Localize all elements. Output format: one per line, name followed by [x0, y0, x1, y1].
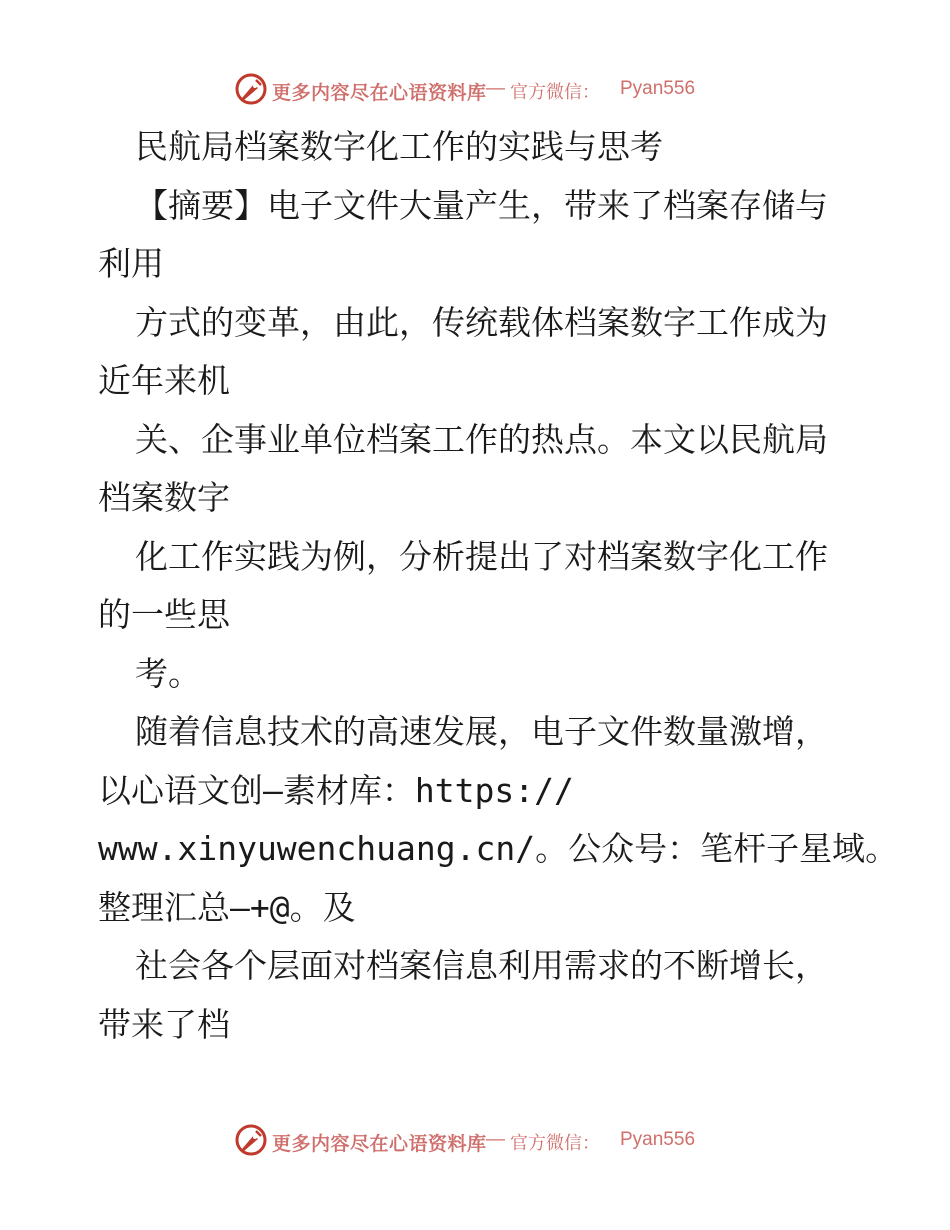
text-line: 利用 [98, 244, 164, 283]
banner-site-text: 更多内容尽在心语资料库 [272, 1133, 487, 1155]
pen-nib-logo-icon [234, 72, 268, 106]
text-line: 带来了档 [98, 1005, 230, 1044]
banner-wechat-label: 官方微信： [510, 82, 600, 103]
footer-banner [0, 1121, 950, 1161]
text-line: 社会各个层面对档案信息利用需求的不断增长， [135, 946, 828, 985]
text-line: 档案数字 [98, 478, 230, 517]
text-line: www.xinyuwenchuang.cn/。公众号：笔杆子星域。 [98, 829, 899, 868]
text-line: 以心语文创—素材库：https:// [98, 771, 574, 810]
banner-wechat-id: Pyan556 [620, 1129, 696, 1150]
banner-dash: — [486, 78, 505, 99]
banner-dash: — [486, 1129, 505, 1150]
text-line: 考。 [135, 654, 201, 693]
pen-nib-logo-icon [234, 1123, 268, 1157]
text-line: 近年来机 [98, 361, 230, 400]
text-line: 随着信息技术的高速发展，电子文件数量激增， [135, 712, 828, 751]
text-line: 化工作实践为例，分析提出了对档案数字化工作 [135, 537, 828, 576]
text-line: 方式的变革，由此，传统载体档案数字工作成为 [135, 303, 828, 342]
banner-wechat-id: Pyan556 [620, 78, 696, 99]
document-title: 民航局档案数字化工作的实践与思考 [135, 127, 663, 166]
banner-wechat-label: 官方微信： [510, 1133, 600, 1154]
header-banner [0, 70, 950, 110]
text-line: 【摘要】电子文件大量产生，带来了档案存储与 [135, 186, 828, 225]
banner-site-text: 更多内容尽在心语资料库 [272, 82, 487, 104]
text-line: 关、企事业单位档案工作的热点。本文以民航局 [135, 420, 828, 459]
text-line: 整理汇总—+@。及 [98, 888, 356, 927]
text-line: 的一些思 [98, 595, 230, 634]
